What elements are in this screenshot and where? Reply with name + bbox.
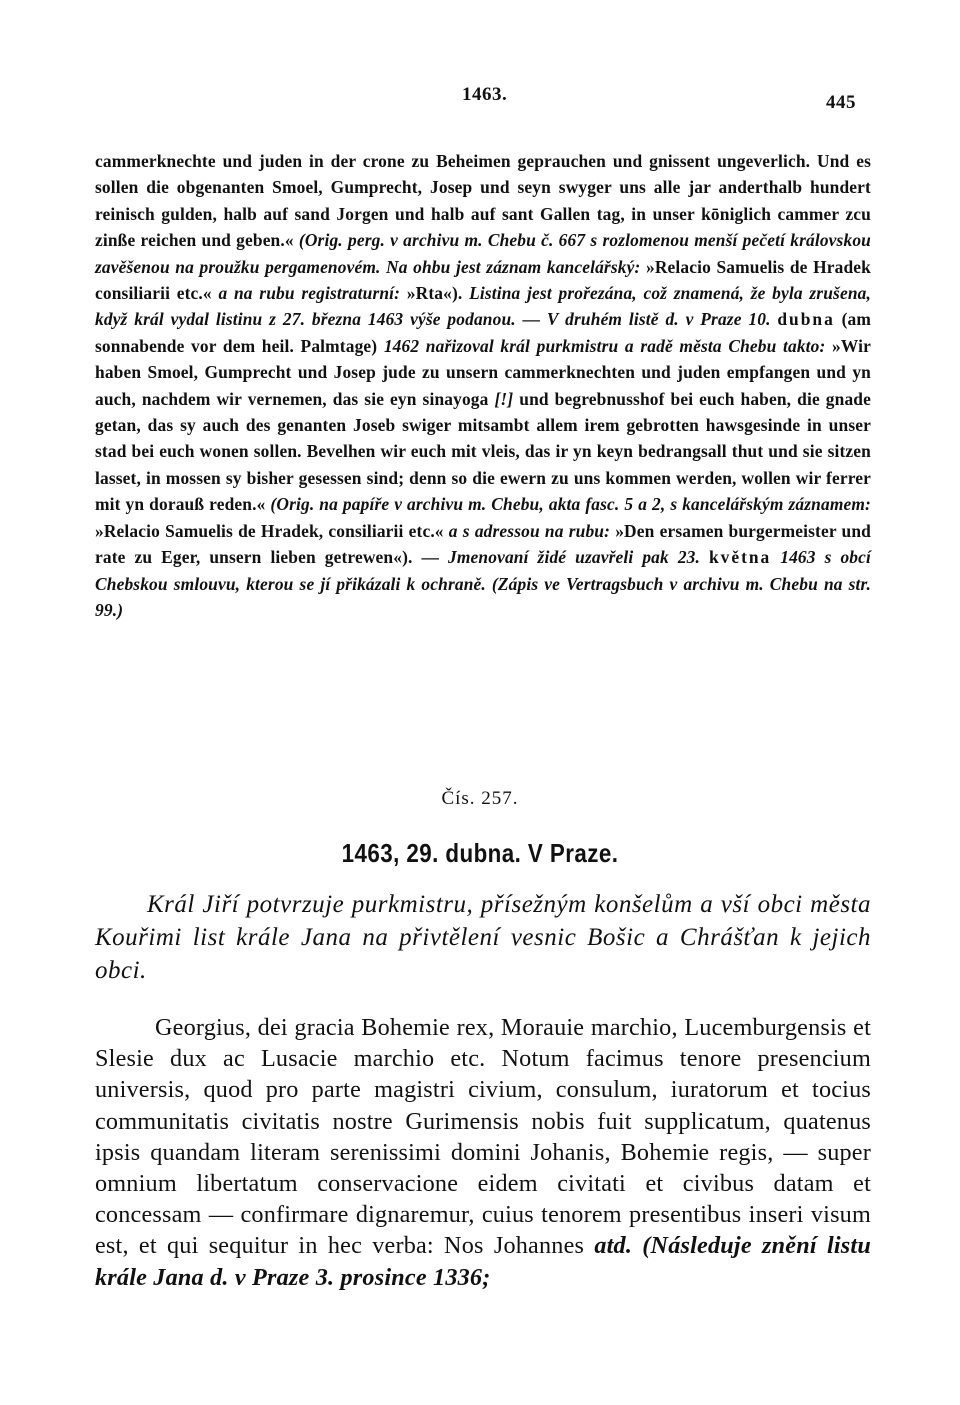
notes-run: [!] <box>494 388 514 409</box>
notes-run: »Rta«). <box>406 283 470 304</box>
notes-run: Listina jest prořezána, což znamená, že byla zrušena, když král vydal listinu z 27. března 1463 výše podanou. — V druhém listě d. v Praze 10. <box>95 283 871 330</box>
notes-run: a na rubu registraturní: <box>218 283 407 304</box>
running-header <box>0 84 960 124</box>
notes-run: 1462 nařizoval král purkmistru a radě města Chebu takto: <box>383 335 833 356</box>
notes-text <box>95 148 871 623</box>
notes-run: »Relacio Samuelis de Hradek consiliarii etc.« <box>95 256 871 304</box>
notes-run: und begrebnusshof bei euch haben, die gnade getan, das sy auch des genanten Joseb swiger mitsambt allem irem gebrotten hawsgesinde in unser stad bei euch wonen sollen. Bevelhen wir euch mit vleis, das ir yn keyn bedrangsall thut und sie sitzen lasset, in mossen sy bisher gesessen sind; denn so die ewern zu uns kommen werden, wollen wir ferrer mit yn dorauß reden.« <box>95 388 871 515</box>
notes-run: (Orig. na papíře v archivu m. Chebu, akta fasc. 5 a 2, s kancelářským záznamem: <box>270 494 871 515</box>
running-year: 1463. <box>462 84 508 105</box>
document-number: Čís. 257. <box>441 788 519 809</box>
notes-run: (am sonnabende vor dem heil. Palmtage) <box>95 309 872 356</box>
notes-run: »Wir haben Smoel, Gumprecht und Josep jude zu unsern cammerknechten und juden empfangen und yn auch, nachdem wir vernemen, das sie eyn sinayoga <box>95 335 871 409</box>
notes-run: května <box>709 547 772 568</box>
document-body <box>95 1012 871 1293</box>
notes-run: cammerknechte und juden in der crone zu Beheimen geprauchen und gnissent ungeverlich. Und es sollen die obgenanten Smoel, Gumprecht, Josep und seyn swyger uns alle jar anderthalb hundert reinisch gulden, halb auf sand Jorgen und halb auf sant Gallen tag, in unser kōniglich cammer zcu zinße reichen und geben.« <box>95 151 871 251</box>
notes-run: Jmenovaní židé uzavřeli pak 23. <box>448 547 709 568</box>
body-atd: atd. <box>594 1232 633 1260</box>
regest-text: Král Jiří potvrzuje purkmistru, přísežným konšelům a vší obci města Kouřimi list krále Jana na přivtělení vesnic Bošic a Chrášťan k jejich obci. <box>95 891 871 984</box>
notes-paragraph <box>95 148 871 623</box>
body-main-text: Georgius, dei gracia Bohemie rex, Morauie marchio, Lucemburgensis et Slesie dux ac Lusacie marchio etc. Notum facimus tenore presencium universis, quod pro parte magistri civium, consulum, iuratorum et tocius communitatis civitatis nostre Gurimensis nobis fuit supplicatum, quatenus ipsis quandam literam serenissimi domini Johanis, Bohemie regis, — super omnium libertatum conservacione eidem civitati et civibus datam et concessam — confirmare dignaremur, cuius tenorem presentibus inseri visum est, et qui sequitur in hec verba: Nos Johannes <box>95 1014 871 1260</box>
document-regest <box>95 888 871 987</box>
document-date-place: 1463, 29. dubna. V Praze. <box>341 838 619 868</box>
notes-run: »Relacio Samuelis de Hradek, consiliarii etc.« <box>95 520 449 541</box>
notes-run: dubna <box>777 309 835 330</box>
notes-run: a s adressou na rubu: <box>448 520 616 541</box>
body-paragraph <box>95 1012 871 1293</box>
body-italic-tail: (Následuje znění listu krále Jana d. v Praze 3. prosince 1336; <box>95 1232 871 1291</box>
notes-run: 1463 s obcí Chebskou smlouvu, kterou se jí přikázali k ochraně. (Zápis ve Vertragsbuch v archivu m. Chebu na str. 99.) <box>95 547 872 620</box>
page-number: 445 <box>826 92 856 113</box>
notes-run: (Orig. perg. v archivu m. Chebu č. 667 s rozlomenou menší pečetí královskou zavěšenou na proužku pergamenovém. Na ohbu jest záznam kancelářský: <box>95 230 871 277</box>
notes-run: »Den ersamen burgermeister und rate zu Eger, unsern lieben getrewen«). — <box>95 520 871 568</box>
